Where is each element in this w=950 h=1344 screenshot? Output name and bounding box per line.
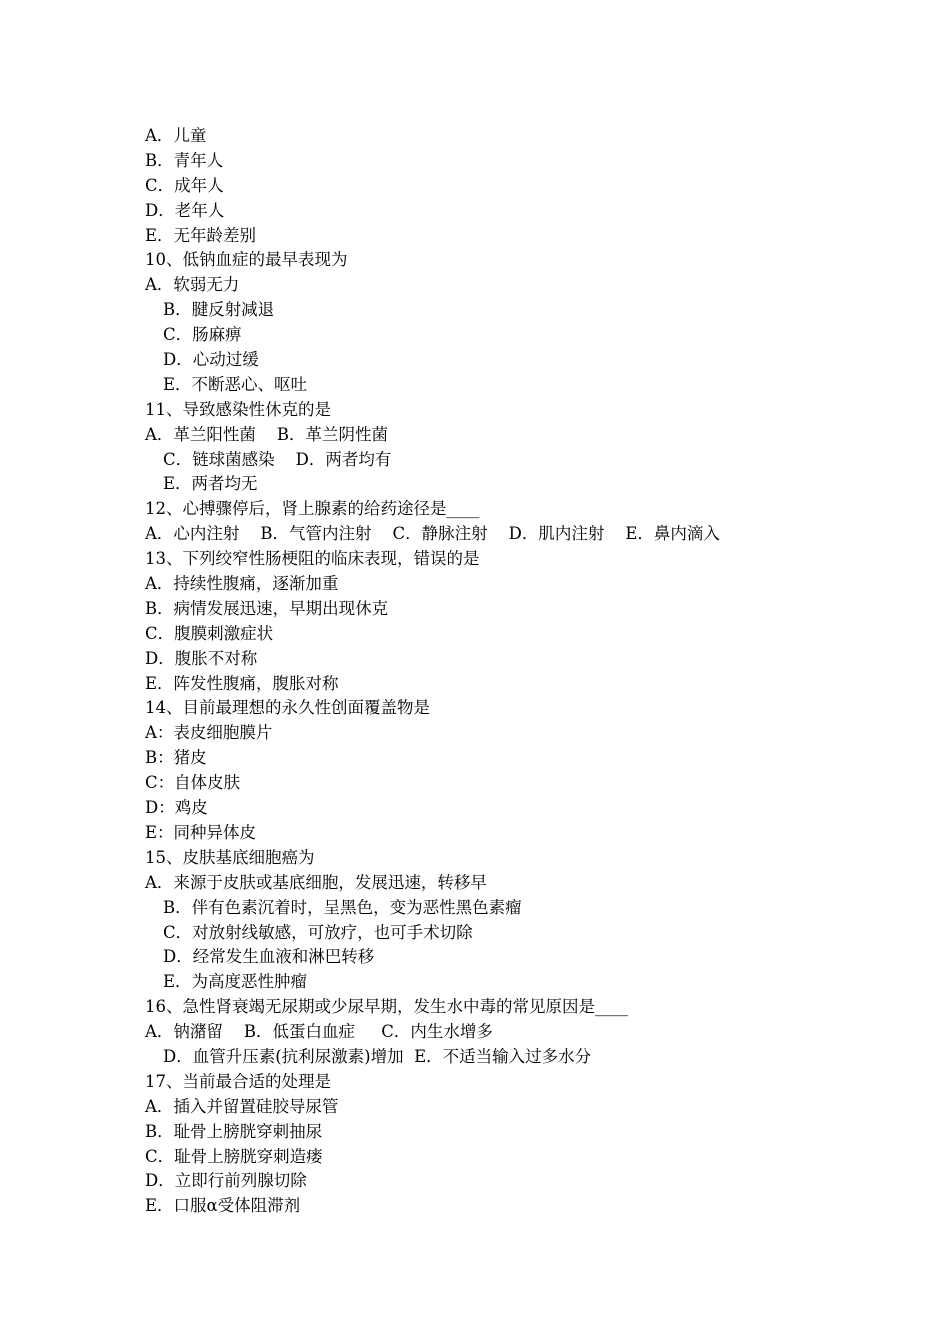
answer-option-line: B．青年人	[145, 150, 224, 170]
question-stem: 11、导致感染性休克的是	[145, 399, 331, 419]
answer-option-line: A．软弱无力	[145, 275, 240, 295]
answer-option-line: E：同种异体皮	[145, 822, 257, 842]
answer-option-line: C．耻骨上膀胱穿刺造瘘	[145, 1146, 323, 1166]
answer-option-line: D．心动过缓	[163, 350, 259, 370]
question-stem: 14、目前最理想的永久性创面覆盖物是	[145, 698, 430, 718]
answer-option-line: A．心内注射 B．气管内注射 C．静脉注射 D．肌内注射 E．鼻内滴入	[145, 524, 720, 544]
answer-option-line: E．阵发性腹痛，腹胀对称	[145, 673, 339, 693]
answer-option-line: D．老年人	[145, 200, 225, 220]
question-stem: 10、低钠血症的最早表现为	[145, 250, 348, 270]
question-stem: 17、当前最合适的处理是	[145, 1071, 331, 1091]
document-body	[145, 124, 845, 1219]
answer-option-line: D．血管升压素(抗利尿激素)增加 E．不适当输入过多水分	[163, 1046, 592, 1066]
answer-option-line: D．腹胀不对称	[145, 648, 258, 668]
answer-option-line: E．不断恶心、呕吐	[163, 374, 308, 394]
question-stem: 16、急性肾衰竭无尿期或少尿早期，发生水中毒的常见原因是____	[145, 997, 628, 1017]
answer-option-line: B．伴有色素沉着时，呈黑色，变为恶性黑色素瘤	[163, 897, 522, 917]
answer-option-line: A．儿童	[145, 126, 207, 145]
answer-option-line: D：鸡皮	[145, 798, 208, 818]
answer-option-line: A：表皮细胞膜片	[145, 723, 273, 743]
answer-option-line: A．来源于皮肤或基底细胞，发展迅速，转移早	[145, 872, 487, 892]
answer-option-line: B．病情发展迅速，早期出现休克	[145, 598, 389, 618]
answer-option-line: E．无年龄差别	[145, 225, 257, 245]
answer-option-line: C．链球菌感染 D．两者均有	[163, 449, 392, 469]
answer-option-line: A．插入并留置硅胶导尿管	[145, 1096, 339, 1116]
answer-option-line: E．为高度恶性肿瘤	[163, 972, 308, 992]
answer-option-line: C．肠麻痹	[163, 325, 242, 345]
question-stem: 13、下列绞窄性肠梗阻的临床表现，错误的是	[145, 549, 480, 569]
answer-option-line: A．钠潴留 B．低蛋白血症 C．内生水增多	[145, 1022, 493, 1042]
answer-option-line: C：自体皮肤	[145, 773, 241, 793]
question-stem: 12、心搏骤停后，肾上腺素的给药途径是____	[145, 499, 480, 519]
answer-option-line: E．两者均无	[163, 474, 258, 494]
question-stem: 15、皮肤基底细胞癌为	[145, 847, 315, 867]
answer-option-line: A．持续性腹痛，逐渐加重	[145, 574, 339, 594]
answer-option-line: B．腱反射减退	[163, 300, 275, 320]
answer-option-line: A．革兰阳性菌 B．革兰阴性菌	[145, 424, 389, 444]
answer-option-line: D．立即行前列腺切除	[145, 1171, 307, 1191]
answer-option-line: B．耻骨上膀胱穿刺抽尿	[145, 1121, 323, 1141]
answer-option-line: D．经常发生血液和淋巴转移	[163, 947, 375, 967]
answer-option-line: C．腹膜刺激症状	[145, 623, 274, 643]
answer-option-line: E．口服α受体阻滞剂	[145, 1196, 301, 1216]
answer-option-line: C．对放射线敏感，可放疗，也可手术切除	[163, 922, 473, 942]
answer-option-line: B：猪皮	[145, 748, 207, 768]
answer-option-line: C．成年人	[145, 175, 224, 195]
